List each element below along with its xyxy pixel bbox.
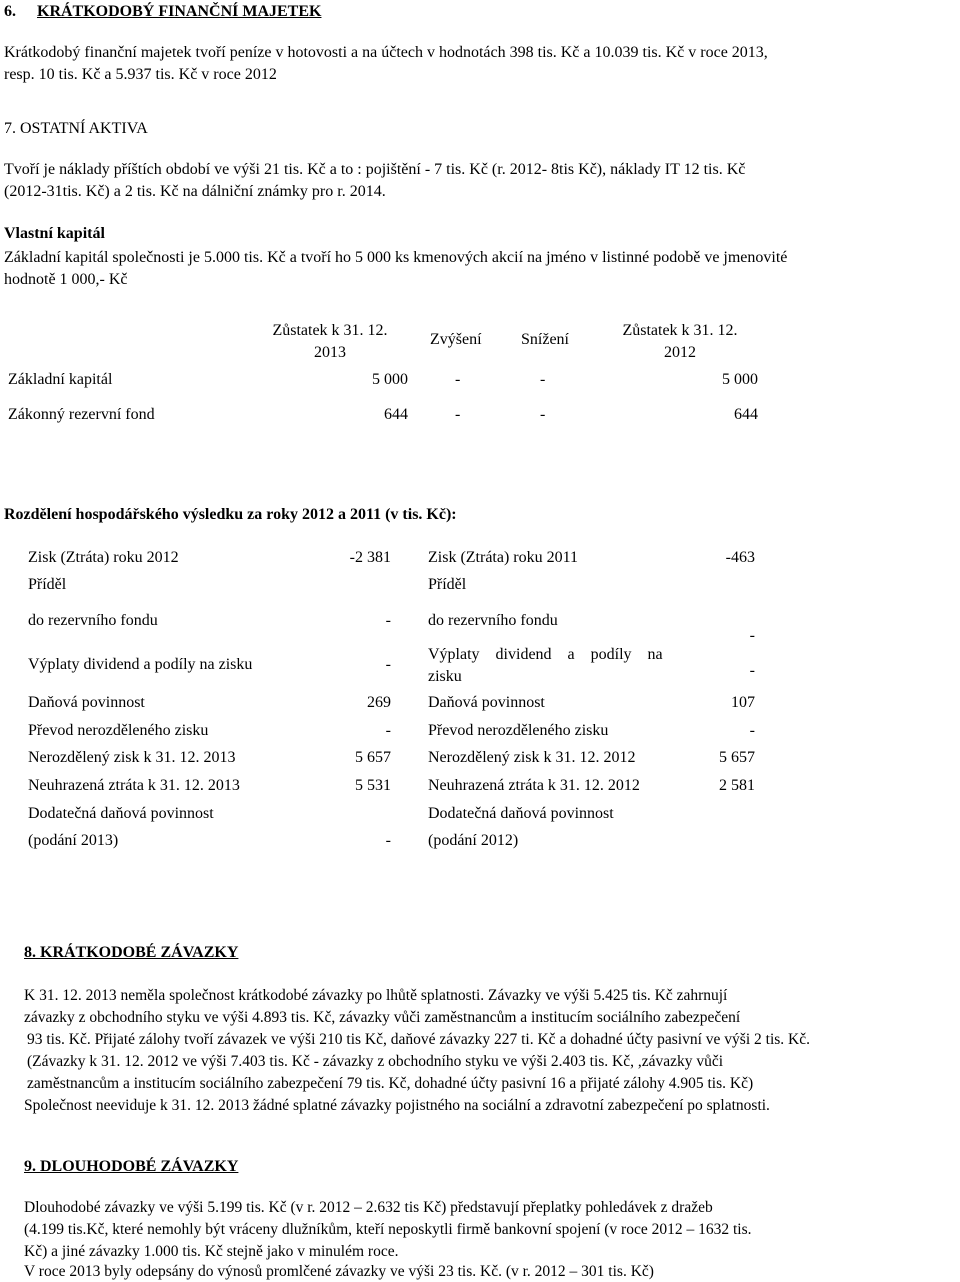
row-value-increase: - bbox=[455, 371, 461, 388]
row-value-decrease: - bbox=[540, 406, 546, 423]
equity-title: Vlastní kapitál bbox=[4, 225, 105, 242]
distribution-title: Rozdělení hospodářského výsledku za roky 2012 a 2011 (v tis. Kč): bbox=[4, 506, 457, 523]
right-value: 107 bbox=[731, 694, 755, 711]
table-header-end-2013: Zůstatek k 31. 12. 2013 bbox=[272, 322, 388, 361]
row-value-2013: 644 bbox=[384, 406, 408, 423]
right-label: do rezervního fondu bbox=[428, 612, 558, 629]
left-value: 5 531 bbox=[355, 777, 391, 794]
section-9-text-line: (4.199 tis.Kč, které nemohly být vráceny dlužníkům, kteří neposkytli firmě bankovní spojení (v roce 2012 – 1632 tis. bbox=[24, 1221, 752, 1238]
right-value: - bbox=[749, 662, 755, 679]
right-value: 2 581 bbox=[719, 777, 755, 794]
right-label: Daňová povinnost bbox=[428, 694, 545, 711]
right-label: Nerozdělený zisk k 31. 12. 2012 bbox=[428, 749, 636, 766]
left-label: Příděl bbox=[28, 576, 67, 593]
section-6-text-line: resp. 10 tis. Kč a 5.937 tis. Kč v roce 2012 bbox=[4, 66, 277, 83]
left-value: - bbox=[385, 722, 391, 739]
section-6-text-line: Krátkodobý finanční majetek tvoří peníze v hotovosti a na účtech v hodnotách 398 tis. Kč a 10.039 tis. Kč v roce 2013, bbox=[4, 44, 768, 61]
section-6-title: KRÁTKODOBÝ FINANČNÍ MAJETEK bbox=[37, 3, 322, 20]
left-label: Výplaty dividend a podíly na zisku bbox=[28, 656, 253, 673]
section-9-text-line: V roce 2013 byly odepsány do výnosů promlčené závazky ve výši 23 tis. Kč. (v r. 2012 – 301 tis. Kč) bbox=[24, 1263, 654, 1280]
right-value: - bbox=[749, 722, 755, 739]
row-value-2012: 5 000 bbox=[722, 371, 758, 388]
section-8-text-line: 93 tis. Kč. Přijaté zálohy tvoří závazek ve výši 210 tis Kč, daňové závazky 227 ti. Kč a dohadné účty pasivní ve výši 2 tis. Kč. bbox=[27, 1031, 810, 1048]
left-label: Dodatečná daňová povinnost bbox=[28, 805, 214, 822]
section-8-text-line: Společnost neeviduje k 31. 12. 2013 žádné splatné závazky pojistného na sociální a zdravotní zabezpečení po splatnosti. bbox=[24, 1097, 770, 1114]
section-8-text-line: (Závazky k 31. 12. 2012 ve výši 7.403 tis. Kč - závazky z obchodního styku ve výši 2.403 tis. Kč, ,závazky vůči bbox=[27, 1053, 724, 1070]
table-header-end-2012: Zůstatek k 31. 12. 2012 bbox=[622, 322, 738, 361]
row-value-2012: 644 bbox=[734, 406, 758, 423]
left-label: Zisk (Ztráta) roku 2012 bbox=[28, 549, 179, 566]
section-8-text-line: zaměstnancům a institucím sociálního zabezpečení 79 tis. Kč, dohadné účty pasivní 16 a přijaté zálohy 4.905 tis. Kč) bbox=[27, 1075, 754, 1092]
row-value-increase: - bbox=[455, 406, 461, 423]
row-value-decrease: - bbox=[540, 371, 546, 388]
equity-text-line: Základní kapitál společnosti je 5.000 tis. Kč a tvoří ho 5 000 ks kmenových akcií na jméno v listinné podobě ve jmenovité bbox=[4, 249, 788, 266]
table-header-increase: Zvýšení bbox=[430, 331, 482, 348]
left-label: Převod nerozděleného zisku bbox=[28, 722, 209, 739]
left-value: - bbox=[385, 612, 391, 629]
row-value-2013: 5 000 bbox=[372, 371, 408, 388]
left-label: (podání 2013) bbox=[28, 832, 119, 849]
left-value: - bbox=[385, 832, 391, 849]
left-label: Daňová povinnost bbox=[28, 694, 145, 711]
right-label: zisku bbox=[428, 668, 462, 685]
section-7-text-line: Tvoří je náklady příštích období ve výši 21 tis. Kč a to : pojištění - 7 tis. Kč (r. 2012- 8tis Kč), náklady IT 12 tis. Kč bbox=[4, 161, 746, 178]
right-label: Výplaty dividend a podíly na bbox=[428, 646, 663, 663]
right-label: Zisk (Ztráta) roku 2011 bbox=[428, 549, 579, 566]
right-value: - bbox=[749, 627, 755, 644]
left-value: -2 381 bbox=[349, 549, 391, 566]
equity-text-line: hodnotě 1 000,- Kč bbox=[4, 271, 128, 288]
right-label: Příděl bbox=[428, 576, 467, 593]
table-header-decrease: Snížení bbox=[521, 331, 569, 348]
right-value: 5 657 bbox=[719, 749, 755, 766]
section-9-text-line: Dlouhodobé závazky ve výši 5.199 tis. Kč (v r. 2012 – 2.632 tis Kč) představují přeplatky pohledávek z dražeb bbox=[24, 1199, 713, 1216]
right-label: Převod nerozděleného zisku bbox=[428, 722, 609, 739]
left-value: 5 657 bbox=[355, 749, 391, 766]
section-8-text-line: závazky z obchodního styku ve výši 4.893 tis. Kč, závazky vůči zaměstnancům a institucím sociálního zabezpečení bbox=[24, 1009, 741, 1026]
section-7-title: 7. OSTATNÍ AKTIVA bbox=[4, 120, 148, 137]
section-9-text-line: Kč) a jiné závazky 1.000 tis. Kč stejně jako v minulém roce. bbox=[24, 1243, 399, 1260]
left-label: Neuhrazená ztráta k 31. 12. 2013 bbox=[28, 777, 240, 794]
section-6-number: 6. bbox=[4, 3, 16, 20]
row-label: Zákonný rezervní fond bbox=[8, 406, 155, 423]
section-8-text-line: K 31. 12. 2013 neměla společnost krátkodobé závazky po lhůtě splatnosti. Závazky ve výši 5.425 tis. Kč zahrnují bbox=[24, 987, 728, 1004]
left-value: - bbox=[385, 656, 391, 673]
left-value: 269 bbox=[367, 694, 391, 711]
left-label: do rezervního fondu bbox=[28, 612, 158, 629]
section-9-title: 9. DLOUHODOBÉ ZÁVAZKY bbox=[24, 1158, 239, 1175]
section-7-text-line: (2012-31tis. Kč) a 2 tis. Kč na dálniční známky pro r. 2014. bbox=[4, 183, 386, 200]
right-label: Dodatečná daňová povinnost bbox=[428, 805, 614, 822]
section-8-title: 8. KRÁTKODOBÉ ZÁVAZKY bbox=[24, 944, 239, 961]
right-label: Neuhrazená ztráta k 31. 12. 2012 bbox=[428, 777, 640, 794]
right-label: (podání 2012) bbox=[428, 832, 519, 849]
right-value: -463 bbox=[725, 549, 755, 566]
row-label: Základní kapitál bbox=[8, 371, 113, 388]
left-label: Nerozdělený zisk k 31. 12. 2013 bbox=[28, 749, 236, 766]
